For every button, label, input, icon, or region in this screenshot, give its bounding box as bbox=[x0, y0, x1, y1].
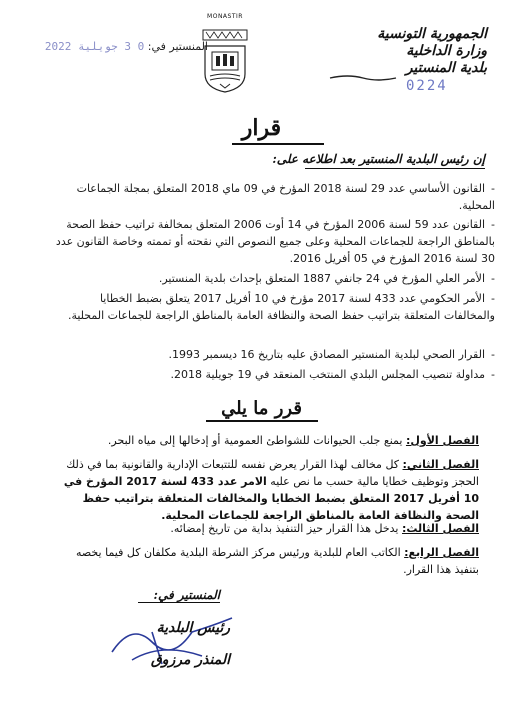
date-value: 0 3 جويلية 2022 bbox=[44, 40, 145, 53]
signature-role: رئيس البلدية bbox=[156, 620, 230, 636]
chapter-label: الفصل الرابع: bbox=[404, 546, 479, 559]
chapter-1 bbox=[59, 432, 479, 449]
letterhead-country: الجمهورية التونسية bbox=[377, 26, 487, 42]
consideration-text: القرار الصحي لبلدية المنستير المصادق عليه بتاريخ 16 ديسمبر 1993. bbox=[168, 348, 486, 361]
chapter-text: يدخل هذا القرار حيز التنفيذ بداية من تاريخ إمضائه. bbox=[170, 522, 399, 535]
chapter-4 bbox=[59, 544, 479, 578]
consideration-item: -الأمر العلي المؤرخ في 24 جانفي 1887 المتعلق بإحداث بلدية المنستير. bbox=[158, 272, 495, 285]
consideration-item: -القانون الأساسي عدد 29 لسنة 2018 المؤرخ في 09 ماي 2018 المتعلق بمجلة الجماعات المحلية. bbox=[76, 182, 495, 212]
title-underline bbox=[232, 143, 324, 145]
letterhead bbox=[327, 26, 487, 77]
chapter-2 bbox=[59, 456, 479, 524]
consideration-text: القانون الأساسي عدد 29 لسنة 2018 المؤرخ في 09 ماي 2018 المتعلق بمجلة الجماعات المحلية. bbox=[76, 182, 495, 212]
monastir-crest-icon bbox=[200, 28, 250, 94]
chapter-text: الكاتب العام للبلدية ورئيس مركز الشرطة البلدية مكلفان كل فيما يخصه بتنفيذ هذا القرار. bbox=[76, 546, 479, 576]
letterhead-ministry: وزارة الداخلية bbox=[406, 43, 487, 59]
consideration-item: -القانون عدد 59 لسنة 2006 المؤرخ في 14 أوت 2006 المتعلق بمخالفة تراتيب حفظ الصحة بالمناطق الراجعة للجماعات المحلية وعلى جميع النصوص التي نقحته أو تممته وخاصة القانون عدد 30 لسنة 2016 المؤرخ في 05 أفريل 2016. bbox=[55, 218, 495, 265]
date-line bbox=[8, 40, 208, 53]
decision-heading-underline bbox=[206, 420, 318, 422]
consideration-item: -مداولة تنصيب المجلس البلدي المنتخب المنعقد في 19 جويلية 2018. bbox=[170, 368, 495, 381]
consideration-text: القانون عدد 59 لسنة 2006 المؤرخ في 14 أوت 2006 المتعلق بمخالفة تراتيب حفظ الصحة بالمناطق الراجعة للجماعات المحلية وعلى جميع النصوص التي نقحته أو تممته وخاصة القانون عدد 30 لسنة 2016 المؤرخ في 05 أفريل 2016. bbox=[55, 218, 495, 265]
signature-place: المنستير في: bbox=[138, 588, 220, 603]
chapter-label: الفصل الثاني: bbox=[402, 458, 479, 471]
chapter-3 bbox=[59, 520, 479, 537]
chapter-text: يمنع جلب الحيوانات للشواطئ العمومية أو إدخالها إلى مياه البحر. bbox=[107, 434, 403, 447]
letterhead-flourish bbox=[328, 74, 398, 82]
chapter-label: الفصل الأول: bbox=[405, 434, 479, 447]
page-title: قرار bbox=[241, 115, 282, 141]
consideration-text: مداولة تنصيب المجلس البلدي المنتخب المنعقد في 19 جويلية 2018. bbox=[170, 368, 486, 381]
consideration-item: -القرار الصحي لبلدية المنستير المصادق عليه بتاريخ 16 ديسمبر 1993. bbox=[168, 348, 495, 361]
decision-heading: قرر ما يلي bbox=[221, 398, 302, 419]
chapter-text-bold: الامر عدد 433 لسنة 2017 المؤرخ في 10 أفريل 2017 المتعلق بضبط الخطايا والمخالفات المتعلقة بتراتيب حفظ الصحة والنظافة العامة بالمناطق الراجعة للجماعات المحلية. bbox=[63, 475, 479, 522]
date-label: المنستير في: bbox=[147, 40, 208, 53]
signature-name: المنذر مرزوق bbox=[150, 652, 230, 668]
intro-underline bbox=[305, 168, 485, 169]
consideration-text: الأمر الحكومي عدد 433 لسنة 2017 مؤرخ في 10 أفريل 2017 يتعلق بضبط الخطايا والمخالفات المتعلقة بتراتيب حفظ الصحة والنظافة العامة بالمناطق الراجعة للجماعات المحلية. bbox=[67, 292, 495, 322]
chapter-label: الفصل الثالث: bbox=[402, 522, 479, 535]
chapter-text: كل مخالف لهذا القرار يعرض نفسه للتتبعات الإدارية والقانونية بما في ذلك الحجز وتوظيف خطايا مالية حسب ما نص عليه bbox=[66, 458, 479, 488]
letterhead-municipality: بلدية المنستير bbox=[405, 60, 487, 76]
crest-caption: MONASTIR bbox=[207, 13, 243, 20]
consideration-text: الأمر العلي المؤرخ في 24 جانفي 1887 المتعلق بإحداث بلدية المنستير. bbox=[158, 272, 486, 285]
document-number: 0224 bbox=[406, 78, 448, 94]
intro-line: إن رئيس البلدية المنستير بعد اطلاعه على: bbox=[272, 152, 485, 166]
consideration-item: -الأمر الحكومي عدد 433 لسنة 2017 مؤرخ في 10 أفريل 2017 يتعلق بضبط الخطايا والمخالفات المتعلقة بتراتيب حفظ الصحة والنظافة العامة بالمناطق الراجعة للجماعات المحلية. bbox=[67, 292, 495, 322]
